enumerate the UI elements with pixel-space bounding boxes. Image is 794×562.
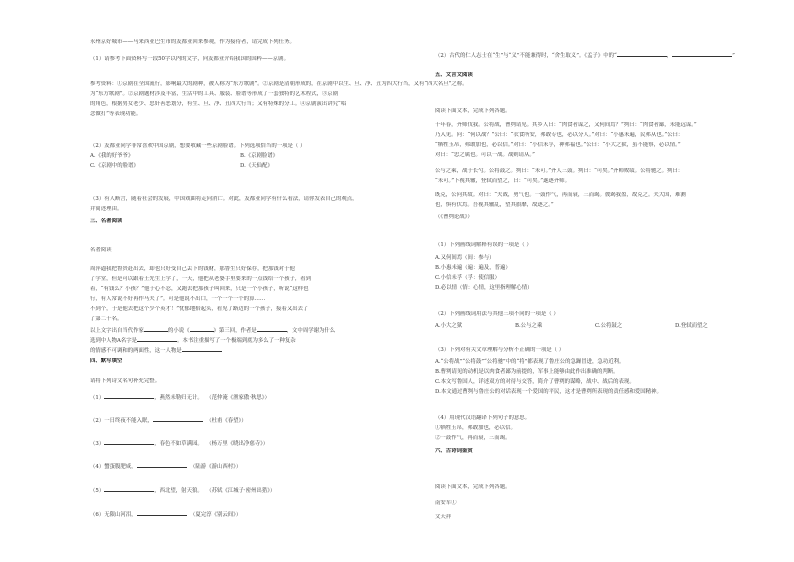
intro-line: 永州京好城市——马来西亚巴生市的友都亚回来参观，作为接待者，请完成下列任务。 (90, 39, 295, 45)
dictation-4 (90, 462, 241, 471)
fill-blank-1[interactable] (144, 326, 168, 332)
question-1: （1）下列画线词解释有误的一项是（ ） (435, 242, 532, 248)
fill-1-text-a: 以上文字出自当代作家 (90, 328, 144, 334)
dictation-text: 蟹蛋腹肥咸， (104, 464, 137, 470)
q2-option-a[interactable]: A.小大之狱 (435, 323, 463, 329)
fill-1-text-d: ，文中周学谢为什么 (286, 328, 336, 334)
dictation-1 (90, 393, 270, 402)
dictation-num: （5） (90, 488, 105, 494)
poem-title: 南安军① (435, 500, 457, 506)
dictation-text: ，西北望，射天狼。 (154, 488, 203, 494)
dictation-source: （夏完淳《别云间》） (190, 512, 242, 518)
fill-blank-3[interactable] (257, 326, 287, 332)
dictation-6 (90, 510, 241, 519)
question-2-line (435, 51, 735, 60)
fill-1-text-c: 》第三回，作者是 (213, 328, 257, 334)
fill-line-3 (90, 346, 222, 355)
option-d[interactable]: D.《天仙配》 (240, 163, 273, 169)
dictation-blank[interactable] (137, 510, 187, 516)
q1-option-d[interactable]: D.必以情（情：心情，这里指理解心情） (435, 285, 533, 291)
q1-option-b[interactable]: B.小惠未遍（遍：遍及，普遍） (435, 265, 511, 271)
dictation-blank[interactable] (137, 462, 187, 468)
q1-option-c[interactable]: C.小信未孚（孚：使信服） (435, 275, 500, 281)
fill-2-text-a: 选到中人物A名字是 (90, 338, 138, 344)
dictation-num: （2） (90, 418, 105, 424)
reference-line-1: 参考资料：①京剧在全国流行，影响最大的剧种，被人称为“东方歌剧”。②京剧是清朝形成的，在京剧中以生、旦、净、丑为四大行当，又有“四大名旦”之称。 (90, 81, 468, 87)
q2-option-b[interactable]: B.公与之乘 (515, 323, 543, 329)
q3-option-b[interactable]: B.曹刿请见的动机是以肉食者鄙为前提的，军事上能够由此作出准确的判断。 (435, 369, 619, 375)
passage-line-2: 了学堂，但是可以跟着王先生上学了，一天，他把从老婆手里要来的一点钱给一个孩子，看到 (90, 276, 312, 282)
reading-label: 名著阅读 (90, 247, 112, 253)
classical-line-1: 十年春，齐师伐我。公将战，曹刿请见。其乡人曰：“肉食者谋之，又何间焉？”刿曰：“肉食者鄙，未能远谋。” (435, 122, 697, 128)
dictation-text: ，春色不如草满园。 (154, 441, 203, 447)
reference-line-4: 念做打”等表现功能。 (90, 111, 142, 117)
question-4: （4）用现代汉语翻译下列句子的意思。 (435, 415, 531, 421)
dictation-2 (90, 416, 247, 425)
dictation-source: （陆游《游山西村》） (190, 464, 242, 470)
dictation-num: （3） (90, 441, 105, 447)
source: （《曹刿论战》） (435, 214, 473, 220)
poem-author: 文天祥 (435, 514, 452, 520)
q2-text: （2）古代的仁人志士在“生”与“义”不能兼得时，“舍生取义”。《孟子》中的“ (435, 53, 617, 59)
reading-intro-2: 阅读下面文本，完成下列各题。 (435, 484, 511, 490)
q3-option-c[interactable]: C.本文写鲁国人，详述双方的对待与交答，简介了曹刿的谋略，战中、战后的表现。 (435, 379, 635, 385)
dictation-num: （1） (90, 395, 105, 401)
fill-blank-2[interactable] (190, 326, 214, 332)
classical-line-2: 乃入见。问：“何以战？”公曰：“衣食所安，弗敢专也，必以分人。”对曰：“小惠未遍，民弗从也。”公曰： (435, 132, 684, 138)
classical-line-3: “牺牲玉帛，弗敢加也，必以信。”对曰：“小信未孚，神弗福也。”公曰：“小大之狱，虽不能察，必以情。” (435, 142, 681, 148)
task-1: （1）请参考下面资料写一段50字以内的文字，向友都亚介绍我国的国粹——京剧。 (90, 56, 289, 62)
q2-blank-2[interactable] (672, 51, 732, 57)
dictation-num: （4） (90, 464, 105, 470)
section-4-intro: 请将下列诗文名句补充完整。 (90, 378, 161, 384)
q1-option-a[interactable]: A.又何间焉（间：参与） (435, 255, 495, 261)
q4-sentence-1: ①牺牲玉帛，弗敢加也，必以信。 (435, 425, 516, 431)
dictation-5 (90, 486, 275, 495)
dictation-text: 一日终夜不能入眠， (104, 418, 153, 424)
dictation-source: （苏轼《江城子·密州出猎》） (206, 488, 276, 494)
fill-line-1 (90, 326, 335, 335)
dictation-text: 无限山河泪， (104, 512, 137, 518)
classical-line-4: 对曰：“忠之属也。可以一战。战则请从。” (435, 152, 535, 158)
dictation-num: （6） (90, 512, 105, 518)
reading-intro: 阅读下面文本，完成下列各题。 (435, 108, 511, 114)
q4-sentence-2: ②一鼓作气，再而衰，三而竭。 (435, 435, 511, 441)
passage-line-4: 行，有人常说不好再作马夫了”。可是他说不出口，一个一个一个的算…… (90, 296, 266, 302)
dictation-source: （杨万里《晓出净慈寺》） (206, 441, 269, 447)
option-c[interactable]: C.《京剧中的脸谱》 (90, 163, 139, 169)
classical-line-6: “未可。”下视其辙，登轼而望之，曰：“可矣。”遂逐齐师。 (435, 178, 570, 184)
task-3-line-1: （3）有人断言，随着社会的发展，中国戏曲将走向消亡。对此，友都亚同学有什么看法，请你发表自己的观点， (90, 196, 358, 202)
passage-line-5: 不到个，于是他去把这个少个英才！”忧郁地抬起头，看见了路边的一个孩子，接着又出去了 (90, 306, 309, 312)
fill-3-text: 的情感不可调和的两面性，这一人物是 (90, 348, 182, 354)
fill-2-text-b: 。本书注重描写了一个极端到底为多么了一种复杂 (177, 338, 296, 344)
section-5-heading: 五、文言文阅读 (435, 72, 473, 78)
q3-option-a[interactable]: A.“公将战”“公将鼓”“公将驰”中的“将”都表现了鲁庄公的急躁冒进，急功近利。 (435, 359, 625, 365)
classical-line-8: 也，惧有伏焉。吾视其辙乱，望其旗靡，故逐之。” (435, 202, 554, 208)
question-2x: （2）下列画线词用法与其他三项不同的一项是（ ） (435, 311, 559, 317)
passage-line-1: 周萍逼我把鲁贵赶出去，却也只好受自己丢下的钱财，那鲁生只好保存，把那钱对于他 (90, 266, 295, 272)
dictation-3 (90, 439, 268, 448)
section-6-heading: 六、古诗词鉴赏 (435, 448, 473, 454)
dictation-blank[interactable] (104, 393, 154, 399)
option-b[interactable]: B.《京剧脸谱》 (240, 153, 279, 159)
task-3-line-2: 并简述理由。 (90, 206, 123, 212)
q3-option-d[interactable]: D.本文通过曹刿与鲁庄公的对话表现一个爱国的平民，这才是曹刿所表现的责任感和爱国精神。 (435, 389, 662, 395)
q2-close: ” (732, 53, 735, 59)
section-3-heading: 三、名著阅读 (90, 218, 123, 224)
dictation-source: （杜甫《春望》） (206, 418, 247, 424)
section-4-heading: 四、默写填空 (90, 358, 123, 364)
option-a[interactable]: A.《我的好爷爷》 (90, 153, 134, 159)
dictation-blank[interactable] (104, 486, 154, 492)
q2-comma: ， (666, 53, 673, 59)
fill-blank-5[interactable] (182, 346, 222, 352)
passage-line-3: 着，“有钱么？小孩？”他于心不忍，又跑去把那孩子叫回来，只是一个小孩子，听说“这样也 (90, 286, 309, 292)
fill-1-text-b: 的小说《 (167, 328, 190, 334)
reference-line-3: 的角色，根据男女老少、忠奸善恶划分，有生、旦、净、丑四大行当；又有特殊的分工。④京剧演出讲究“唱 (90, 101, 347, 107)
dictation-text: ，燕然未勒归无计。 (154, 395, 203, 401)
classical-line-7: 既克，公问其故。对曰：“夫战，勇气也。一鼓作气，再而衰，三而竭。彼竭我盈，故克之。夫大国，难测 (435, 192, 686, 198)
dictation-blank[interactable] (104, 439, 154, 445)
question-3: （3）下列对有关文章理解与分析不正确的一项是（ ） (435, 347, 565, 353)
dictation-source: （范仲淹《渔家傲·秋思》） (206, 395, 270, 401)
classical-line-5: 公与之乘，战于长勺。公将鼓之。刿曰：“未可。”齐人三鼓。刿曰：“可矣。”齐师败绩。公将驰之。刿曰： (435, 168, 684, 174)
q2-option-d[interactable]: D.登轼而望之 (675, 323, 708, 329)
task-2: （2）友都亚同学非常喜欢中国京剧，想要收藏一些京剧脸谱。下列选项恰当的一项是（ ） (90, 143, 306, 149)
fill-blank-4[interactable] (137, 336, 177, 342)
q2-blank-1[interactable] (617, 51, 667, 57)
fill-line-2 (90, 336, 296, 345)
dictation-blank[interactable] (153, 416, 203, 422)
q2-option-c[interactable]: C.公将鼓之 (595, 323, 623, 329)
passage-line-6: 了第二十名。 (90, 316, 123, 322)
reference-line-2: 为“东方歌剧”。②京剧题材涉及丰富，生活中的工具、服装、脸谱等形成了一套独特的艺术程式，③京剧 (90, 91, 339, 97)
